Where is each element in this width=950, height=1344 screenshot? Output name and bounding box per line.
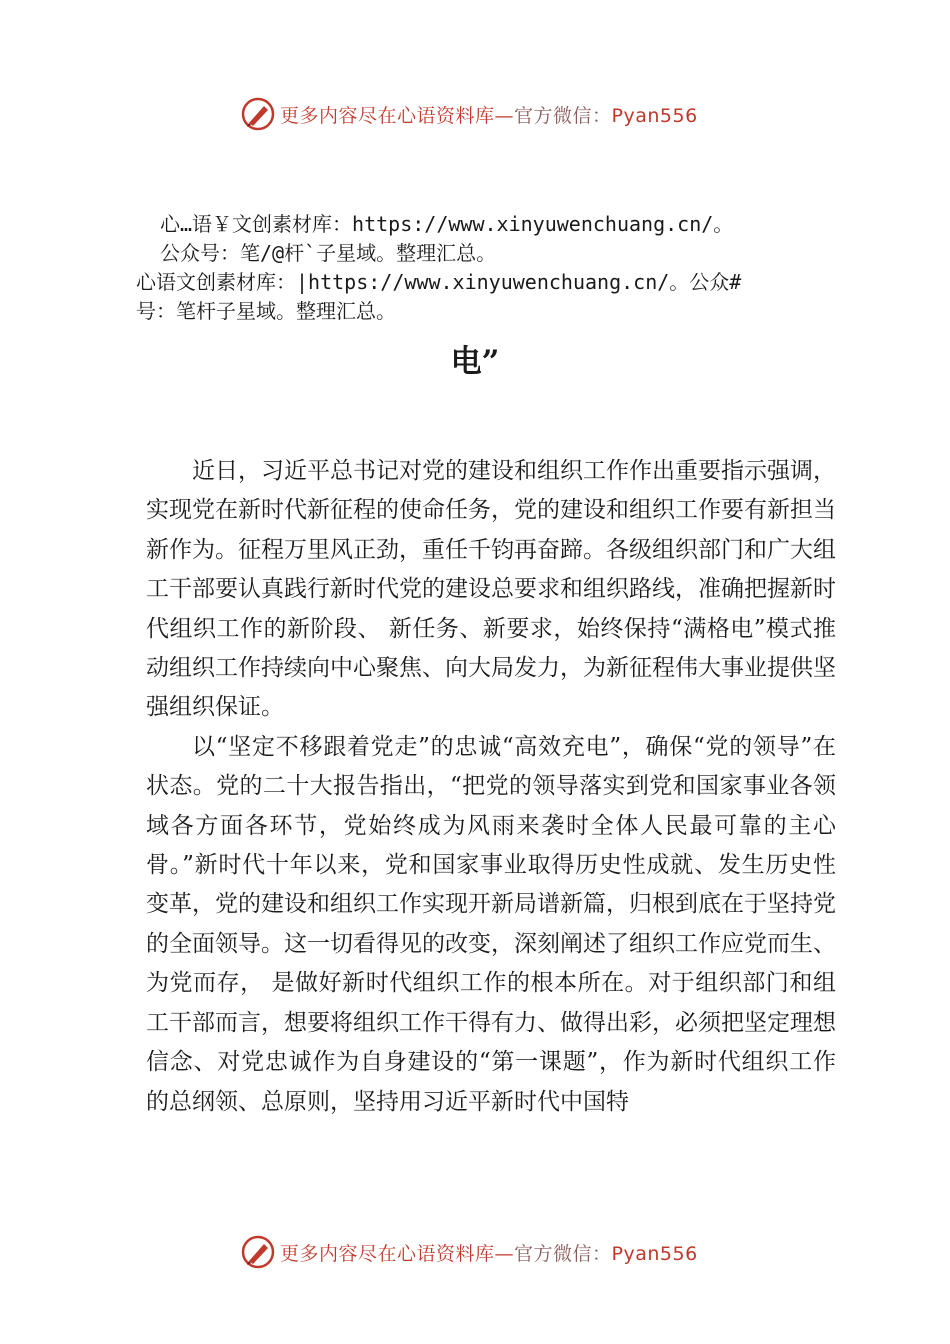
footer-banner <box>240 1232 760 1272</box>
banner-text: 更多内容尽在心语资料库—官方微信：Pyan556 <box>280 1242 698 1265</box>
paragraph-1: 近日，习近平总书记对党的建设和组织工作作出重要指示强调，实现党在新时代新征程的使命任务，党的建设和组织工作要有新担当新作为。征程万里风正劲，重任千钧再奋蹄。各级组织部门和广大组工干部要认真践行新时代党的建设总要求和组织路线，准确把握新时代组织工作的新阶段、 新任务、新要求，始终保持“满格电”模式推动组织工作持续向中心聚焦、向大局发力，为新征程伟大事业提供坚强组织保证。 <box>146 458 836 721</box>
watermark-line-4: 号：笔杆子星域。整理汇总。 <box>136 299 396 323</box>
document-body <box>146 452 836 1122</box>
watermark-line-3: 心语文创素材库：|https://www.xinyuwenchuang.cn/。公众# <box>136 270 742 294</box>
pen-logo-icon <box>240 96 276 132</box>
banner-text: 更多内容尽在心语资料库—官方微信：Pyan556 <box>280 104 698 127</box>
pen-logo-icon <box>240 1234 276 1270</box>
page-title: 电” <box>450 344 500 380</box>
watermark-line-1: 心…语￥文创素材库：https://www.xinyuwenchuang.cn/。 <box>160 212 734 236</box>
header-banner <box>240 94 760 134</box>
paragraph-2: 以“坚定不移跟着党走”的忠诚“高效充电”，确保“党的领导”在状态。党的二十大报告指出，“把党的领导落实到党和国家事业各领域各方面各环节，党始终成为风雨来袭时全体人民最可靠的主心骨。”新时代十年以来，党和国家事业取得历史性成就、发生历史性变革，党的建设和组织工作实现开新局谱新篇，归根到底在于坚持党的全面领导。这一切看得见的改变，深刻阐述了组织工作应党而生、为党而存， 是做好新时代组织工作的根本所在。对于组织部门和组工干部而言，想要将组织工作干得有力、做得出彩，必须把坚定理想信念、对党忠诚作为自身建设的“第一课题”，作为新时代组织工作的总纲领、总原则，坚持用习近平新时代中国特 <box>146 733 836 1115</box>
watermark-line-2: 公众号：笔/@杆`子星域。整理汇总。 <box>160 241 497 265</box>
